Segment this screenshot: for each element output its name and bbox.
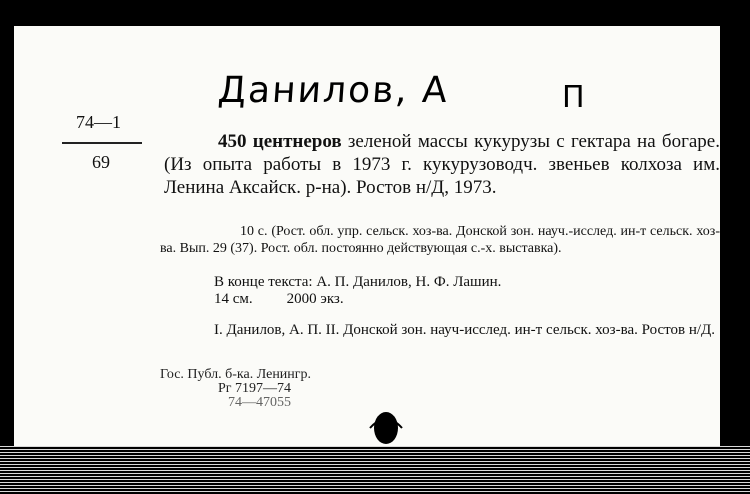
size-line (214, 291, 344, 308)
catalog-number-top: 74—1 (76, 112, 121, 132)
number-divider (62, 142, 142, 144)
series-note: (Рост. обл. упр. сельск. хоз-ва. Донской зон. науч.-исслед. ин-т сельск. хоз-ва. Вып. 29 (37). Рост. обл. постоянно действующая с.-х. выставка). (160, 224, 720, 256)
title-rest: зеленой массы кукурузы с гектара на богаре. (Из опыта работы в 1973 г. кукурузоводч. звеньев колхоза им. Ленина Аксайск. р-на). Ростов н/Д, 1973. (164, 131, 720, 198)
punch-hole-icon (366, 406, 406, 450)
description-notes (160, 223, 720, 257)
tracing: I. Данилов, А. П. II. Донской зон. науч-исслед. ин-т сельск. хоз-ва. Ростов н/Д. (214, 322, 716, 338)
stamp-line-1: Гос. Публ. б-ка. Ленингр. (160, 367, 312, 382)
copies: 2000 экз. (286, 291, 344, 307)
stamp-line-2: Рг 7197—74 (218, 381, 292, 396)
authors-note: В конце текста: А. П. Данилов, Н. Ф. Лашин. (214, 274, 502, 290)
stamp-line-3: 74—47055 (228, 395, 291, 410)
catalog-card (14, 26, 720, 446)
book-title (164, 130, 720, 199)
handwritten-author: Данилов, А (216, 70, 451, 111)
library-stamp (160, 368, 311, 410)
handwritten-letter: П (562, 80, 585, 115)
title-bold: 450 центнеров (218, 131, 342, 152)
pages: 10 с. (240, 224, 268, 239)
scan-border (0, 446, 750, 494)
size: 14 см. (214, 291, 253, 307)
catalog-number-bottom: 69 (92, 152, 110, 172)
